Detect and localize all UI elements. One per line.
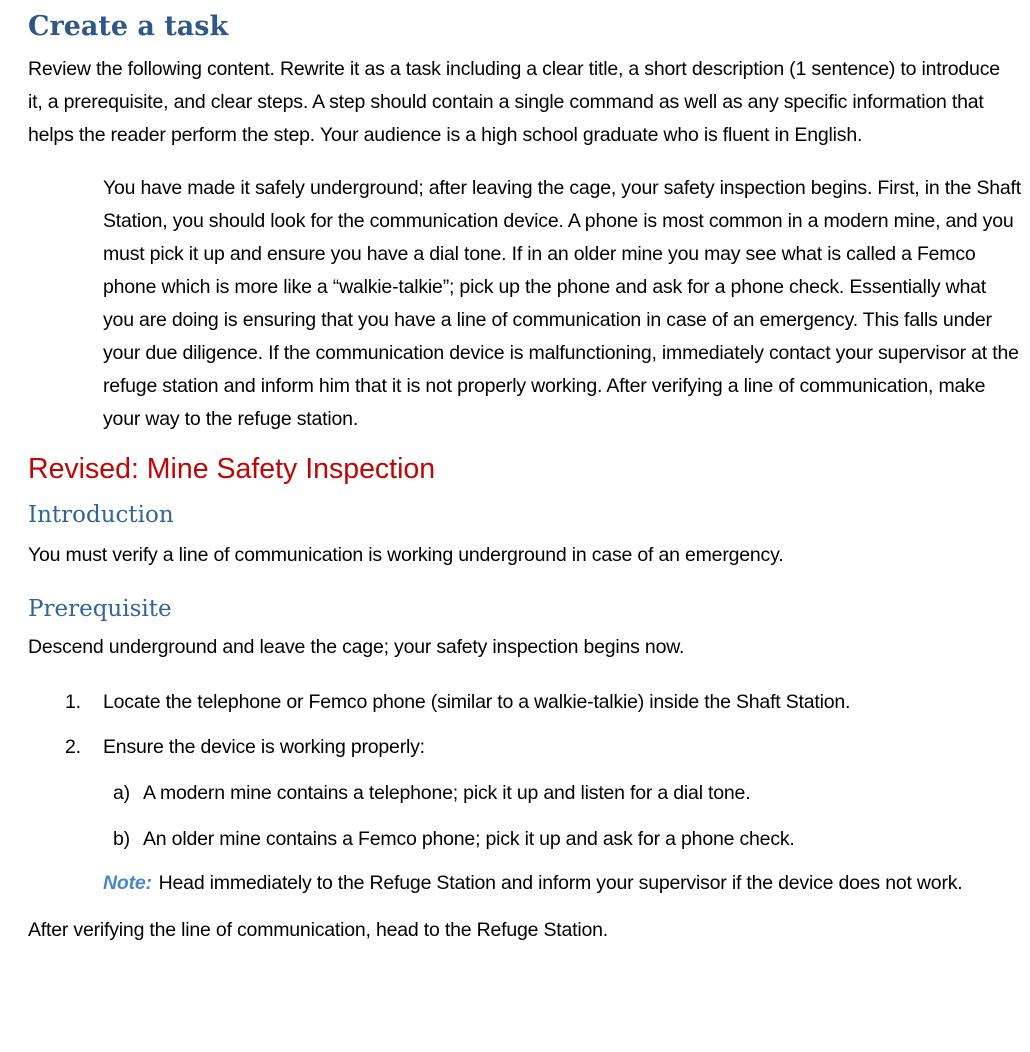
introduction-body: You must verify a line of communication is working underground in case of an emergency.: [28, 544, 784, 566]
step-text: Ensure the device is working properly:: [103, 736, 425, 758]
substep-item-a: [113, 777, 1022, 810]
step-item-1: [65, 686, 1022, 719]
note-paragraph: [103, 867, 1022, 900]
step-number: 1.: [65, 691, 81, 713]
intro-paragraph: Review the following content. Rewrite it as a task including a clear title, a short description (1 sentence) to introduce it, a prerequisite, and clear steps. A step should contain a single command as well as any specific information that helps the reader perform the step. Your audience is a high school graduate who is fluent in English.: [28, 58, 1000, 146]
prerequisite-heading: Prerequisite: [28, 596, 172, 622]
step-item-2: [65, 731, 1022, 764]
closing-paragraph: After verifying the line of communication, head to the Refuge Station.: [28, 919, 609, 941]
substep-letter: a): [113, 782, 130, 804]
step-text: Locate the telephone or Femco phone (similar to a walkie-talkie) inside the Shaft Station.: [103, 691, 851, 713]
step-number: 2.: [65, 736, 81, 758]
document-title: Create a task: [28, 11, 229, 42]
prerequisite-body: Descend underground and leave the cage; your safety inspection begins now.: [28, 636, 685, 658]
note-text: Head immediately to the Refuge Station and inform your supervisor if the device does not work.: [158, 872, 963, 894]
substep-letter: b): [113, 828, 130, 850]
substep-item-b: [113, 823, 1022, 856]
substep-text: An older mine contains a Femco phone; pick it up and ask for a phone check.: [143, 828, 795, 850]
revised-task-heading: Revised: Mine Safety Inspection: [28, 453, 436, 485]
source-content-blockquote: You have made it safely underground; after leaving the cage, your safety inspection begins. First, in the Shaft Station, you should look for the communication device. A phone is most common in a modern mine, and you must pick it up and ensure you have a dial tone. If in an older mine you may see what is called a Femco phone which is more like a “walkie-talkie”; pick up the phone and ask for a phone check. Essentially what you are doing is ensuring that you have a line of communication in case of an emergency. This falls under your due diligence. If the communication device is malfunctioning, immediately contact your supervisor at the refuge station and inform him that it is not properly working. After verifying a line of communication, make your way to the refuge station.: [103, 177, 1021, 430]
note-label: Note:: [103, 872, 152, 894]
introduction-heading: Introduction: [28, 502, 174, 528]
substep-text: A modern mine contains a telephone; pick it up and listen for a dial tone.: [143, 782, 751, 804]
steps-list: [28, 686, 1022, 900]
